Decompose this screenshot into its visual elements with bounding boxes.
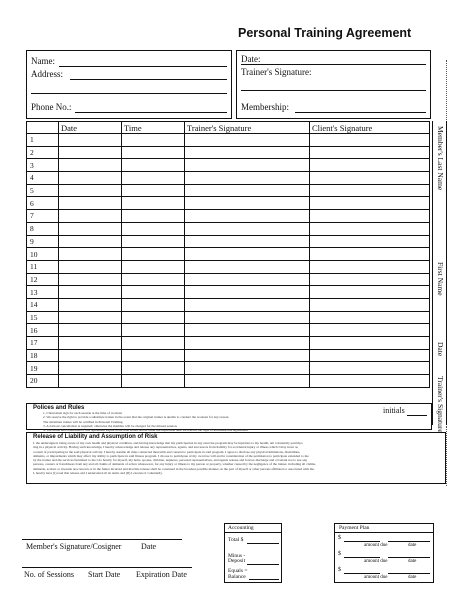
liability-line: I, hereby have (I) read this release and I understand all its terms and (II) I execute it voluntarily. [33,471,163,476]
date-cell[interactable] [59,159,122,172]
date-cell[interactable] [59,134,122,147]
time-cell[interactable] [122,260,185,273]
balance-label: Balance [228,574,246,580]
sessions-field[interactable] [22,567,192,568]
accounting-box [224,523,282,583]
trainer-signature-cell[interactable] [185,298,310,311]
amount-due-field[interactable] [344,573,380,574]
liability-line: demands, actions or lawsuits now known or in the future incurred and that this release shall be construed in the broadest possible manner on the part of myself or other persons affiliated or associated with me. [33,466,315,471]
date-label: Date: [241,54,261,64]
address-field-line-2[interactable] [31,93,227,94]
date-field[interactable] [241,64,426,65]
currency-symbol: $ [338,551,341,557]
time-cell[interactable] [122,362,185,375]
client-signature-cell[interactable] [310,172,430,185]
session-log-table [26,121,430,388]
client-signature-cell[interactable] [310,337,430,350]
payment-plan-box [334,523,434,583]
date-cell[interactable] [59,146,122,159]
date-cell[interactable] [59,210,122,223]
client-signature-cell[interactable] [310,197,430,210]
policy-item: 1. Client must sign for each session at the time of workout [43,411,123,415]
row-number: 14 [27,298,59,311]
phone-field[interactable] [75,112,227,113]
table-row [27,248,430,261]
date-cell[interactable] [59,349,122,362]
trainer-signature-cell[interactable] [185,222,310,235]
amount-due-label: amount due [364,543,388,548]
policy-item: 4. The terms and conditions of this agreement expire at the date stated below. After the expiration date we reserve the right to terminate this Agreement [43,428,248,433]
table-row [27,260,430,273]
dotted-separator-bottom [446,426,447,486]
column-header-number [27,122,59,134]
column-header-client-signature: Client's Signature [310,122,430,134]
time-cell[interactable] [122,273,185,286]
trainer-signature-cell[interactable] [185,184,310,197]
trainer-signature-cell[interactable] [185,273,310,286]
client-signature-cell[interactable] [310,375,430,388]
currency-symbol: $ [338,535,341,541]
total-label: Total $ [228,537,244,543]
client-signature-cell[interactable] [310,324,430,337]
client-signature-cell[interactable] [310,210,430,223]
table-row [27,146,430,159]
initials-field[interactable] [407,415,427,416]
table-row [27,273,430,286]
side-label-trainer-signature: Trainer's Signature [436,376,445,433]
client-signature-cell[interactable] [310,184,430,197]
side-label-date: Date [436,342,445,357]
trainer-signature-cell[interactable] [185,172,310,185]
liability-line: a result of participating in the said physical activity. I hereby assume all risks connected therewith and consent to participate in said program. I agree to disclose any physical limitations, disabilities, [33,449,301,454]
trainer-signature-cell[interactable] [185,349,310,362]
trainer-signature-cell[interactable] [185,197,310,210]
client-signature-cell[interactable] [310,273,430,286]
time-cell[interactable] [122,159,185,172]
equals-label: Equals = [228,568,248,574]
table-row [27,134,430,147]
client-signature-cell[interactable] [310,159,430,172]
trainer-signature-label: Trainer's Signature: [241,67,312,77]
column-header-time: Time [122,122,185,134]
initials-label: initials [383,406,405,415]
time-cell[interactable] [122,210,185,223]
trainer-signature-cell[interactable] [185,159,310,172]
start-date-label: Start Date [88,570,121,579]
row-number: 7 [27,210,59,223]
date-cell[interactable] [59,222,122,235]
time-cell[interactable] [122,197,185,210]
policies-box [26,403,432,433]
row-number: 12 [27,273,59,286]
time-cell[interactable] [122,134,185,147]
date-cell[interactable] [59,324,122,337]
liability-heading: Release of Liability and Assumption of Risk [33,434,158,440]
time-cell[interactable] [122,298,185,311]
page-title: Personal Training Agreement [238,26,412,40]
date-cell[interactable] [59,273,122,286]
payment-date-field[interactable] [388,573,430,574]
row-number: 9 [27,235,59,248]
row-number: 4 [27,172,59,185]
time-cell[interactable] [122,222,185,235]
date-cell[interactable] [59,172,122,185]
trainer-signature-cell[interactable] [185,235,310,248]
date-cell[interactable] [59,311,122,324]
member-signature-field[interactable] [22,539,182,540]
table-row [27,197,430,210]
policy-item: The substitute trainer will be certified in Personal Training. [43,419,124,424]
trainer-signature-cell[interactable] [185,324,310,337]
trainer-signature-cell[interactable] [185,362,310,375]
time-cell[interactable] [122,286,185,299]
trainer-signature-cell[interactable] [185,260,310,273]
membership-label: Membership: [241,102,289,112]
time-cell[interactable] [122,184,185,197]
trainer-signature-cell[interactable] [185,375,310,388]
client-signature-cell[interactable] [310,134,430,147]
table-row [27,222,430,235]
trainer-signature-cell[interactable] [185,286,310,299]
date-cell[interactable] [59,197,122,210]
name-field[interactable] [59,66,227,67]
table-row [27,362,430,375]
date-cell[interactable] [59,298,122,311]
address-label: Address: [31,69,63,79]
liability-box [26,432,446,484]
liability-line: I, the undersigned, being aware of my own health and physical condition, and having knowledge that my participation in any exercise program may be injurious to my health, am voluntarily participa [33,441,303,445]
table-row [27,311,430,324]
client-signature-cell[interactable] [310,235,430,248]
table-row [27,159,430,172]
client-signature-cell[interactable] [310,222,430,235]
table-row [27,337,430,350]
table-row [27,210,430,223]
policies-list [43,411,383,432]
client-signature-cell[interactable] [310,349,430,362]
address-field[interactable] [70,79,227,80]
minus-label: Minus - [228,553,246,559]
amount-due-label: amount due [364,559,388,564]
time-cell[interactable] [122,337,185,350]
deposit-label: Deposit [228,558,246,564]
balance-field[interactable] [249,579,279,580]
date-cell[interactable] [59,260,122,273]
table-header-row [27,122,430,134]
payment-plan-heading-rule [335,532,433,533]
table-row [27,324,430,337]
sessions-label: No. of Sessions [24,570,75,579]
payment-date-field[interactable] [388,541,430,542]
policies-heading: Polices and Rules [33,405,85,411]
column-header-date: Date [59,122,122,134]
row-number: 20 [27,375,59,388]
membership-field[interactable] [295,112,426,113]
member-info-box [26,50,232,119]
accounting-heading-rule [225,532,281,533]
date-cell[interactable] [59,248,122,261]
row-number: 10 [27,248,59,261]
row-number: 17 [27,337,59,350]
accounting-heading: Accounting [228,525,254,531]
member-signature-label: Member's Signature/Cosigner [26,542,122,551]
row-number: 13 [27,286,59,299]
amount-due-field[interactable] [344,541,380,542]
time-cell[interactable] [122,248,185,261]
table-body [27,134,430,388]
liability-line: persons, owners or franchisees from any and all claims of demands of action whatsoever, for any injury or illness to my person or property, whether caused by the negligence of the trainer, including all claims, [33,462,316,467]
trainer-signature-cell[interactable] [185,311,310,324]
time-cell[interactable] [122,235,185,248]
trainer-signature-cell[interactable] [185,337,310,350]
row-number: 2 [27,146,59,159]
time-cell[interactable] [122,146,185,159]
table-row [27,375,430,388]
client-signature-cell[interactable] [310,298,430,311]
table-row [27,184,430,197]
liability-line: ailments, or impairments which may affect my ability to participate in said fitness program. I choose to participate of my own free will and in consideration of the permission to participate extended to me [33,453,309,458]
row-number: 19 [27,362,59,375]
row-number: 3 [27,159,59,172]
currency-symbol: $ [338,567,341,573]
side-label-first-name: First Name [436,262,445,296]
time-cell[interactable] [122,311,185,324]
liability-line: by the trainer and the services furnished to me I do hereby for myself, my heirs, spouse, children, nephews, personal representatives, and agents release and forever discharge and covenant not to sue any [33,458,308,463]
time-cell[interactable] [122,172,185,185]
trainer-signature-field[interactable] [241,90,426,91]
amount-due-label: amount due [364,575,388,580]
phone-label: Phone No.: [31,102,72,112]
date-cell[interactable] [59,235,122,248]
date-cell[interactable] [59,362,122,375]
row-number: 6 [27,197,59,210]
trainer-signature-cell[interactable] [185,134,310,147]
payment-date-field[interactable] [388,557,430,558]
client-signature-cell[interactable] [310,260,430,273]
trainer-signature-cell[interactable] [185,248,310,261]
expiration-date-label: Expiration Date [136,570,187,579]
trainer-signature-cell[interactable] [185,210,310,223]
date-cell[interactable] [59,375,122,388]
time-cell[interactable] [122,375,185,388]
client-signature-cell[interactable] [310,248,430,261]
date-cell[interactable] [59,184,122,197]
date-cell[interactable] [59,286,122,299]
amount-due-field[interactable] [344,557,380,558]
table-row [27,286,430,299]
table-row [27,172,430,185]
total-field[interactable] [247,543,279,544]
client-signature-cell[interactable] [310,286,430,299]
column-header-trainer-signature: Trainer's Signature [185,122,310,134]
client-signature-cell[interactable] [310,311,430,324]
trainer-signature-cell[interactable] [185,146,310,159]
policy-item: 3. A 24 hour cancellation is required; otherwise the member will be charged for the missed session. [43,423,178,428]
row-number: 5 [27,184,59,197]
client-signature-cell[interactable] [310,362,430,375]
row-number: 8 [27,222,59,235]
time-cell[interactable] [122,324,185,337]
date-cell[interactable] [59,337,122,350]
table-row [27,235,430,248]
liability-text [33,441,441,475]
signature-date-label: Date [141,542,157,551]
side-label-last-name: Member's Last Name [436,126,445,191]
payment-date-label: date [408,543,417,548]
payment-date-label: date [408,575,417,580]
time-cell[interactable] [122,349,185,362]
client-signature-cell[interactable] [310,146,430,159]
payment-date-label: date [408,559,417,564]
dotted-separator-top [446,60,447,120]
row-number: 1 [27,134,59,147]
table-row [27,298,430,311]
row-number: 18 [27,349,59,362]
payment-plan-heading: Payment Plan [339,525,370,531]
row-number: 16 [27,324,59,337]
deposit-field[interactable] [247,564,279,565]
liability-line: ting in a physical activity. Having such knowledge, I hereby acknowledge and release any representatives, agents, and successors from liability for accidental injury or illness which I may incur as [33,445,298,450]
table-row [27,349,430,362]
row-number: 15 [27,311,59,324]
row-number: 11 [27,260,59,273]
trainer-info-box [236,50,431,119]
policy-item: 2. We reserve the right to provide a substitute trainer in the event that the original trainer is unable to conduct the workout for any reason. [43,415,230,420]
name-label: Name: [31,56,55,66]
